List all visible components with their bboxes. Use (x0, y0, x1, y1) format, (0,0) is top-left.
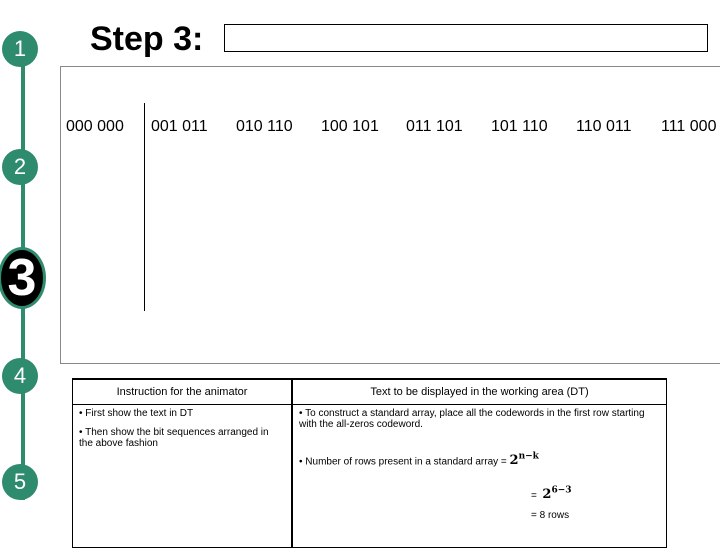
panel-heading: Text to be displayed in the working area (DT) (370, 386, 589, 398)
step-1-label: 1 (13, 36, 27, 61)
list-item: • To construct a standard array, place all the codewords in the first row starting with the all-zeros codeword. (299, 408, 645, 430)
formula-line (531, 486, 572, 501)
animator-instruction-panel (72, 378, 292, 548)
step-4-label: 4 (13, 363, 27, 388)
working-area (60, 66, 720, 364)
step-2-indicator[interactable] (2, 149, 38, 185)
codeword: 100 101 (321, 118, 379, 135)
codeword: 111 000 (661, 118, 717, 135)
step-5-indicator[interactable] (2, 464, 38, 500)
step-1-indicator[interactable] (2, 31, 38, 67)
list-item: • First show the text in DT (79, 408, 194, 419)
formula-base: 2 (542, 487, 552, 503)
step-3-label: 3 (7, 249, 37, 307)
result-line: = 8 rows (531, 510, 570, 521)
step-4-indicator[interactable] (2, 358, 38, 394)
equals-sign: = (531, 490, 537, 502)
codeword: 101 110 (491, 118, 548, 135)
codeword-row (66, 118, 716, 136)
divider (293, 404, 666, 405)
list-item: • Number of rows present in a standard array = $2^{n-k}$ (299, 452, 539, 469)
formula-substituted (542, 487, 571, 502)
formula-rows (510, 453, 539, 468)
step-title: Step 3: (90, 20, 204, 58)
codeword: 010 110 (236, 118, 293, 135)
step-title-input[interactable] (224, 24, 708, 52)
formula-base: 2 (509, 453, 519, 469)
coset-separator-line (144, 103, 145, 311)
codeword: 011 101 (406, 118, 463, 135)
codeword: 001 011 (151, 118, 208, 135)
panel-heading: Instruction for the animator (116, 386, 248, 398)
list-item-text: Number of rows present in a standard array = (305, 456, 507, 468)
formula-exponent: 6−3 (551, 486, 572, 496)
formula-exponent: n−k (518, 452, 539, 462)
step-2-label: 2 (13, 154, 27, 179)
divider (73, 404, 291, 405)
step-5-label: 5 (13, 469, 27, 494)
codeword: 110 011 (576, 118, 632, 135)
list-item-text: To construct a standard array, place all the codewords in the first row starting with the all-zeros codeword. (299, 408, 645, 430)
display-text-panel (292, 378, 667, 548)
list-item: • Then show the bit sequences arranged in the above fashion (79, 427, 269, 449)
codeword: 000 000 (66, 118, 124, 135)
step-3-indicator-active[interactable] (0, 247, 46, 309)
list-item-text: Then show the bit sequences arranged in the above fashion (79, 427, 269, 449)
list-item-text: First show the text in DT (85, 408, 194, 419)
